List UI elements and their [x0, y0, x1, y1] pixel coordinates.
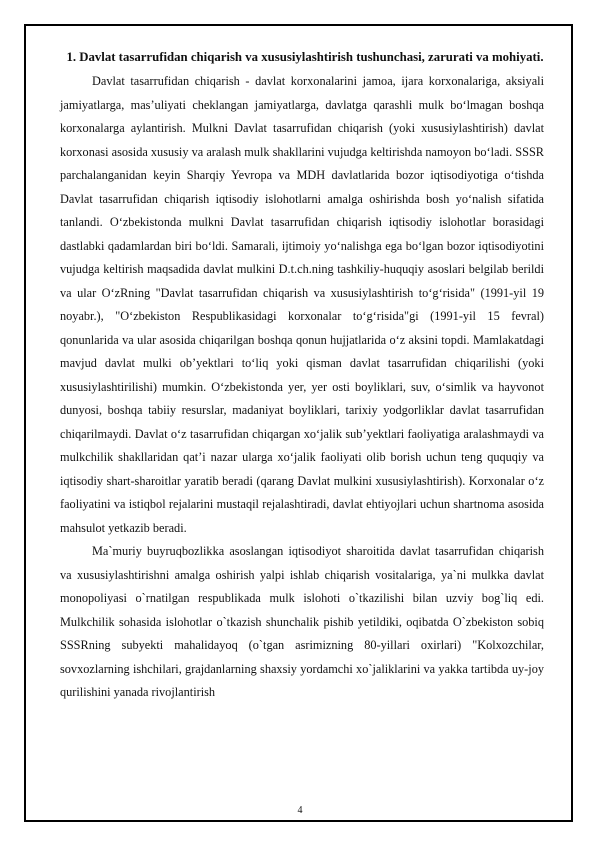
paragraph-2: Ma`muriy buyruqbozlikka asoslangan iqtisodiyot sharoitida davlat tasarrufidan chiqarish va xususiylashtirishni amalga oshirish yalpi ishlab chiqarish vositalariga, ya`ni mulkka davlat monopoliyasi o`rnatilgan respublikada mulk islohoti o`tkazilishi bilan uzviy bog`liq edi. Mulkchilik sohasida islohotlar o`tkazish shunchalik pishib yetildiki, oqibatda O`zbekiston sobiq SSSRning subyekti mahalidayoq (o`tgan asrimizning 80-yillari oxirlari) "Kolxozchilar, sovxozlarning ishchilari, grajdanlarning shaxsiy yordamchi xo`jaliklarini va yakka tartibda uy-joy qurilishini yanada rivojlantirish — [60, 544, 544, 699]
paragraph-1: Davlat tasarrufidan chiqarish - davlat korxonalarini jamoa, ijara korxonalariga, aksiyali jamiyatlarga, mas’uliyati cheklangan jamiyatlarga, davlatga qarashli mulk bo‘lmagan boshqa korxonalarga aylantirish. Mulkni Davlat tasarrufidan chiqarish (yoki xususiylashtirish) davlat korxonasi asosida xususiy va aralash mulk shakllarini vujudga keltirishda namoyon bo‘ladi. SSSR parchalanganidan keyin Sharqiy Yevropa va MDH davlatlarida bozor iqtisodiyotiga o‘tishda Davlat tasarrufidan chiqarish iqtisodiy islohotlarni amalga oshirishda bosh yo‘nalish sifatida tanlandi. O‘zbekistonda mulkni Davlat tasarrufidan chiqarish iqtisodiy islohotlar borasidagi dastlabki qadamlardan biri bo‘ldi. Samarali, ijtimoiy yo‘nalishga ega bo‘lgan bozor iqtisodiyotini vujudga keltirish maqsadida davlat mulkini D.t.ch.ning tashkiliy-huquqiy asoslari belgilab berildi va ular O‘zRning "Davlat tasarrufidan chiqarish va xususiylashtirish to‘g‘risida" (1991-yil 19 noyabr.), "O‘zbekiston Respublikasidagi korxonalar to‘g‘risida"gi (1991-yil 15 fevral) qonunlarida va ular asosida chiqarilgan boshqa qonun hujjatlarida o‘z aksini topdi. Mamlakatdagi mavjud davlat mulki ob’yektlari to‘liq yoki qisman davlat tasarrufidan chiqarilishi (yoki xususiylashtirilishi) mumkin. O‘zbekistonda yer, yer osti boyliklari, suv, o‘simlik va hayvonot dunyosi, boshqa tabiiy resurslar, madaniyat boyliklari, tarixiy yodgorliklar davlat tasarrufidan chiqarilmaydi. Davlat o‘z tasarrufidan chiqargan xo‘jalik sub’yektlari faoliyatiga aralashmaydi va mulkchilik shakllaridan qat’i nazar ularga xo‘jalik faoliyati olib borish uchun teng ququqiy va iqtisodiy shart-sharoitlar yaratib beradi (qarang Davlat mulkini xususiylashtirish). Korxonalar o‘z faoliyatini va istiqbol rejalarini mustaqil rejalashtiradi, davlat ehtiyojlari uchun shartnoma asosida mahsulot yetkazib beradi. — [60, 74, 544, 535]
page-number: 4 — [297, 805, 303, 816]
document-body — [60, 45, 544, 705]
section-title: 1. Davlat tasarrufidan chiqarish va xususiylashtirish tushunchasi, zarurati va mohiyati. — [66, 50, 544, 64]
